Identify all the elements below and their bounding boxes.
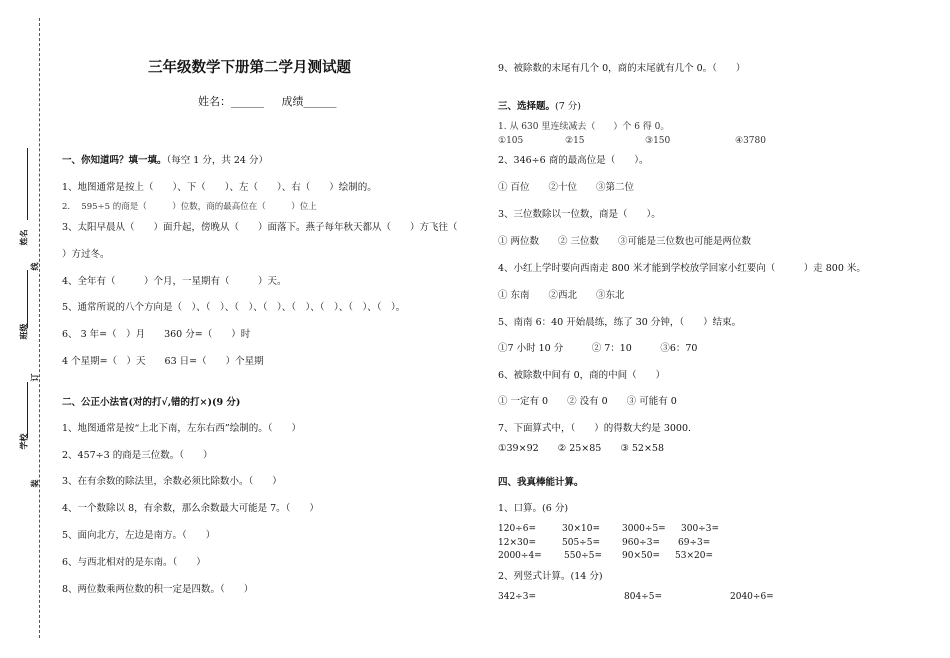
judge-5: 5、面向北方，左边是南方。（ ） <box>62 530 216 541</box>
vertical-calc-heading: 2、列竖式计算。(14 分) <box>498 571 603 582</box>
choice-2: 2、346÷6 商的最高位是（ ）。 <box>498 155 649 166</box>
judge-3: 3、在有余数的除法里，余数必须比除数小。（ ） <box>62 476 282 487</box>
name-label: 姓名： <box>198 95 231 108</box>
choice-6: 6、被除数中间有 0，商的中间（ ） <box>498 370 666 381</box>
choice-1: 1. 从 630 里连续减去（ ）个 6 得 0。 <box>498 122 670 132</box>
question-4: 4、全年有（ ）个月，一星期有（ ）天。 <box>62 276 287 287</box>
binding-name-label: 姓名 <box>18 229 29 246</box>
question-6-cont: 4 个星期=（ ）天 63 日=（ ）个星期 <box>62 356 264 367</box>
binding-bind-label: 装 <box>29 479 40 488</box>
name-blank: ______ <box>231 95 264 108</box>
binding-school-label: 学校 <box>18 433 29 450</box>
judge-9: 9、被除数的末尾有几个 0，商的末尾就有几个 0。（ ） <box>498 63 746 74</box>
choice-4-options: ① 东南 ②西北 ③东北 <box>498 290 625 301</box>
question-2: 2. 595÷5 的商是（ ）位数，商的最高位在（ ）位上 <box>62 202 317 212</box>
name-field <box>198 96 337 109</box>
choice-5-options: ①7 小时 10 分 ② 7：10 ③6：70 <box>498 343 698 354</box>
oral-calc-heading: 1、口算。(6 分) <box>498 503 569 514</box>
choice-5: 5、南南 6：40 开始晨练，练了 30 分钟，（ ）结束。 <box>498 317 742 328</box>
judge-2: 2、457÷3 的商是三位数。（ ） <box>62 450 213 461</box>
question-3: 3、太阳早晨从（ ）面升起，傍晚从（ ）面落下。燕子每年秋天都从（ ）方飞往（ <box>62 222 458 233</box>
section-4-heading: 四、我真棒能计算。 <box>498 477 584 488</box>
binding-line-label: 线 <box>29 262 40 271</box>
question-5: 5、通常所说的八个方向是（ ）、（ ）、（ ）、（ ）、（ ）、（ ）、（ ）、（ ）。 <box>62 302 406 313</box>
choice-6-options: ① 一定有 0 ② 没有 0 ③ 可能有 0 <box>498 396 677 407</box>
score-blank: ______ <box>303 95 337 108</box>
section-1-heading: 一、你知道吗？填一填。（每空 1 分，共 24 分） <box>62 155 268 166</box>
binding-dashed-line <box>39 18 40 638</box>
choice-3: 3、三位数除以一位数，商是（ ）。 <box>498 209 661 220</box>
binding-class-label: 班级 <box>18 323 29 340</box>
choice-2-options: ① 百位 ②十位 ③第二位 <box>498 182 635 193</box>
judge-8: 8、两位数乘两位数的积一定是四数。（ ） <box>62 584 254 595</box>
question-6: 6、 3 年=（ ）月 360 分=（ ）时 <box>62 329 251 340</box>
judge-4: 4、一个数除以 8，有余数，那么余数最大可能是 7。（ ） <box>62 503 319 514</box>
page-title: 三年级数学下册第二学月测试题 <box>148 59 351 76</box>
question-1: 1、地图通常是按上（ ）、下（ ）、左（ ）、右（ ）绘制的。 <box>62 182 377 193</box>
section-2-heading: 二、公正小法官(对的打√,错的打×)(9 分) <box>62 397 241 408</box>
question-3-cont: ）方过冬。 <box>62 249 110 260</box>
choice-7: 7、下面算式中，（ ）的得数大约是 3000. <box>498 423 692 434</box>
binding-blank-name <box>27 148 28 220</box>
judge-1: 1、地图通常是按“上北下南，左东右西”绘制的。（ ） <box>62 423 302 434</box>
choice-3-options: ① 两位数 ② 三位数 ③可能是三位数也可能是两位数 <box>498 236 752 247</box>
binding-order-label: 订 <box>29 373 40 382</box>
choice-4: 4、小红上学时要向西南走 800 米才能到学校放学回家小红要向（ ）走 800 米。 <box>498 263 866 274</box>
binding-blank-school <box>27 382 28 438</box>
score-label: 成绩 <box>281 95 304 108</box>
binding-blank-class <box>27 270 28 328</box>
section-3-heading: 三、选择题。(7 分) <box>498 101 581 112</box>
judge-6: 6、与西北相对的是东南。（ ） <box>62 557 206 568</box>
choice-7-options: ①39×92 ② 25×85 ③ 52×58 <box>498 443 664 454</box>
